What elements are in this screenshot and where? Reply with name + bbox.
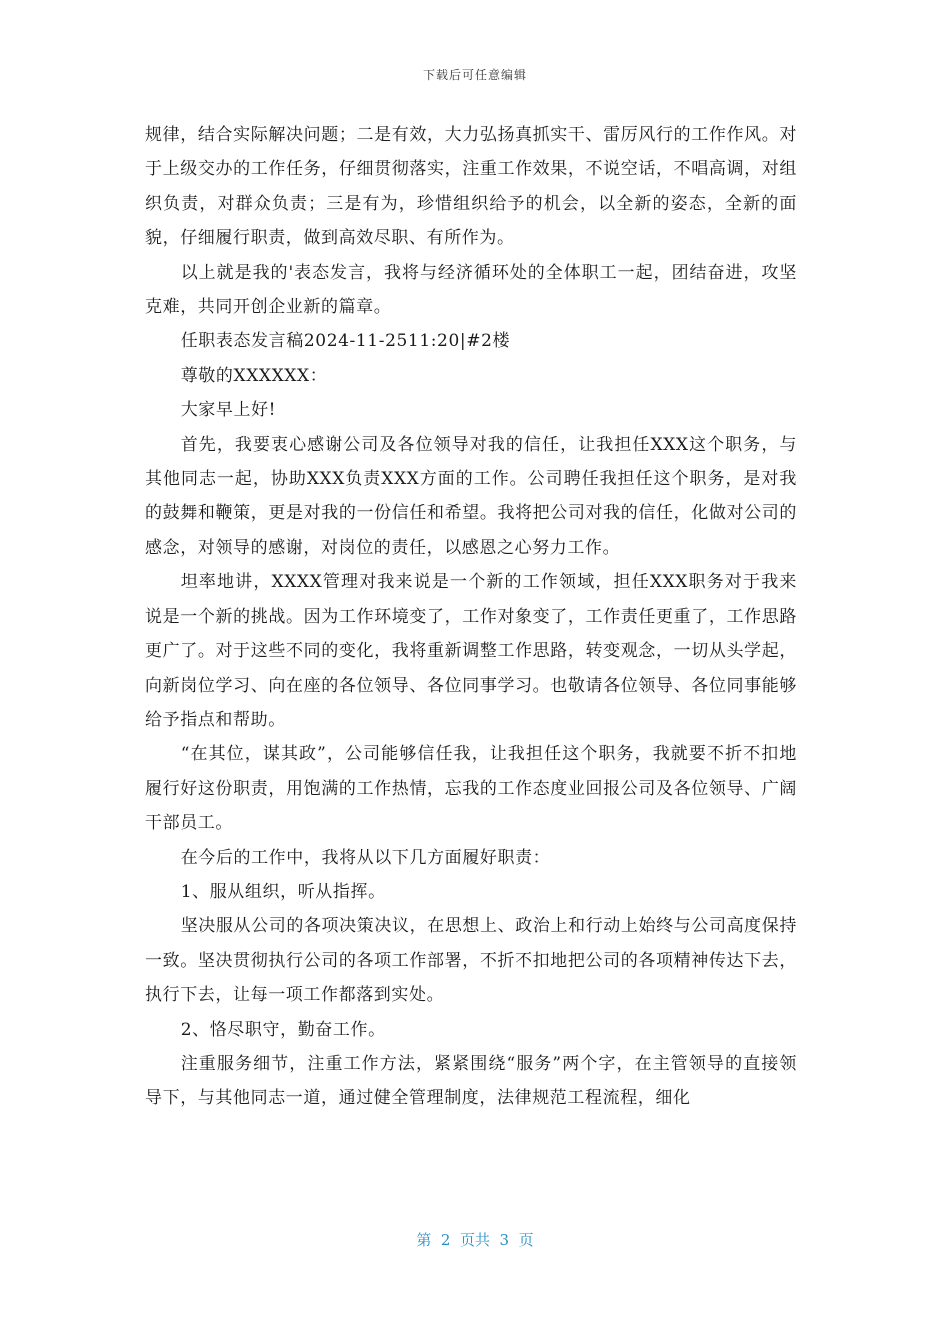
paragraph-8: “在其位，谋其政”，公司能够信任我，让我担任这个职务，我就要不折不扣地履行好这份职责，用饱满的工作热情，忘我的工作态度业回报公司及各位领导、广阔干部员工。: [145, 744, 797, 834]
paragraph-11: 坚决服从公司的各项决策决议，在思想上、政治上和行动上始终与公司高度保持一致。坚决贯彻执行公司的各项工作部署，不折不扣地把公司的各项精神传达下去，执行下去，让每一项工作都落到实处。: [145, 916, 797, 1006]
paragraph-4: 尊敬的XXXXXX：: [180, 365, 328, 386]
paragraph-1: 规律，结合实际解决问题；二是有效，大力弘扬真抓实干、雷厉风行的工作作风。对于上级交办的工作任务，仔细贯彻落实，注重工作效果，不说空话，不唱高调，对组织负责，对群众负责；三是有为，珍惜组织给予的机会，以全新的姿态，全新的面貌，仔细履行职责，做到高效尽职、有所作为。: [145, 125, 797, 249]
page-footer: 第 2 页共 3 页: [416, 1231, 534, 1249]
document-body: [145, 118, 797, 1116]
paragraph-12: 2、恪尽职守，勤奋工作。: [180, 1019, 386, 1040]
paragraph-5: 大家早上好!: [180, 400, 277, 421]
paragraph-7: 坦率地讲，XXXX管理对我来说是一个新的工作领域，担任XXX职务对于我来说是一个新的挑战。因为工作环境变了，工作对象变了，工作责任更重了，工作思路更广了。对于这些不同的变化，我将重新调整工作思路，转变观念，一切从头学起，向新岗位学习、向在座的各位领导、各位同事学习。也敬请各位领导、各位同事能够给予指点和帮助。: [145, 572, 797, 730]
paragraph-6: 首先，我要衷心感谢公司及各位领导对我的信任，让我担任XXX这个职务，与其他同志一起，协助XXX负责XXX方面的工作。公司聘任我担任这个职务，是对我的鼓舞和鞭策，更是对我的一份信任和希望。我将把公司对我的信任，化做对公司的感念，对领导的感谢，对岗位的责任，以感恩之心努力工作。: [145, 434, 797, 558]
paragraph-13: 注重服务细节，注重工作方法，紧紧围绕“服务”两个字，在主管领导的直接领导下，与其他同志一道，通过健全管理制度，法律规范工程流程，细化: [145, 1053, 797, 1109]
paragraph-3: 任职表态发言稿2024-11-2511:20|#2楼: [180, 331, 511, 352]
paragraph-9: 在今后的工作中，我将从以下几方面履好职责：: [180, 847, 551, 868]
paragraph-10: 1、服从组织，听从指挥。: [180, 881, 386, 902]
paragraph-2: 以上就是我的'表态发言，我将与经济循环处的全体职工一起，团结奋进，攻坚克难，共同开创企业新的篇章。: [145, 262, 797, 318]
page-header: 下载后可任意编辑: [422, 68, 527, 82]
